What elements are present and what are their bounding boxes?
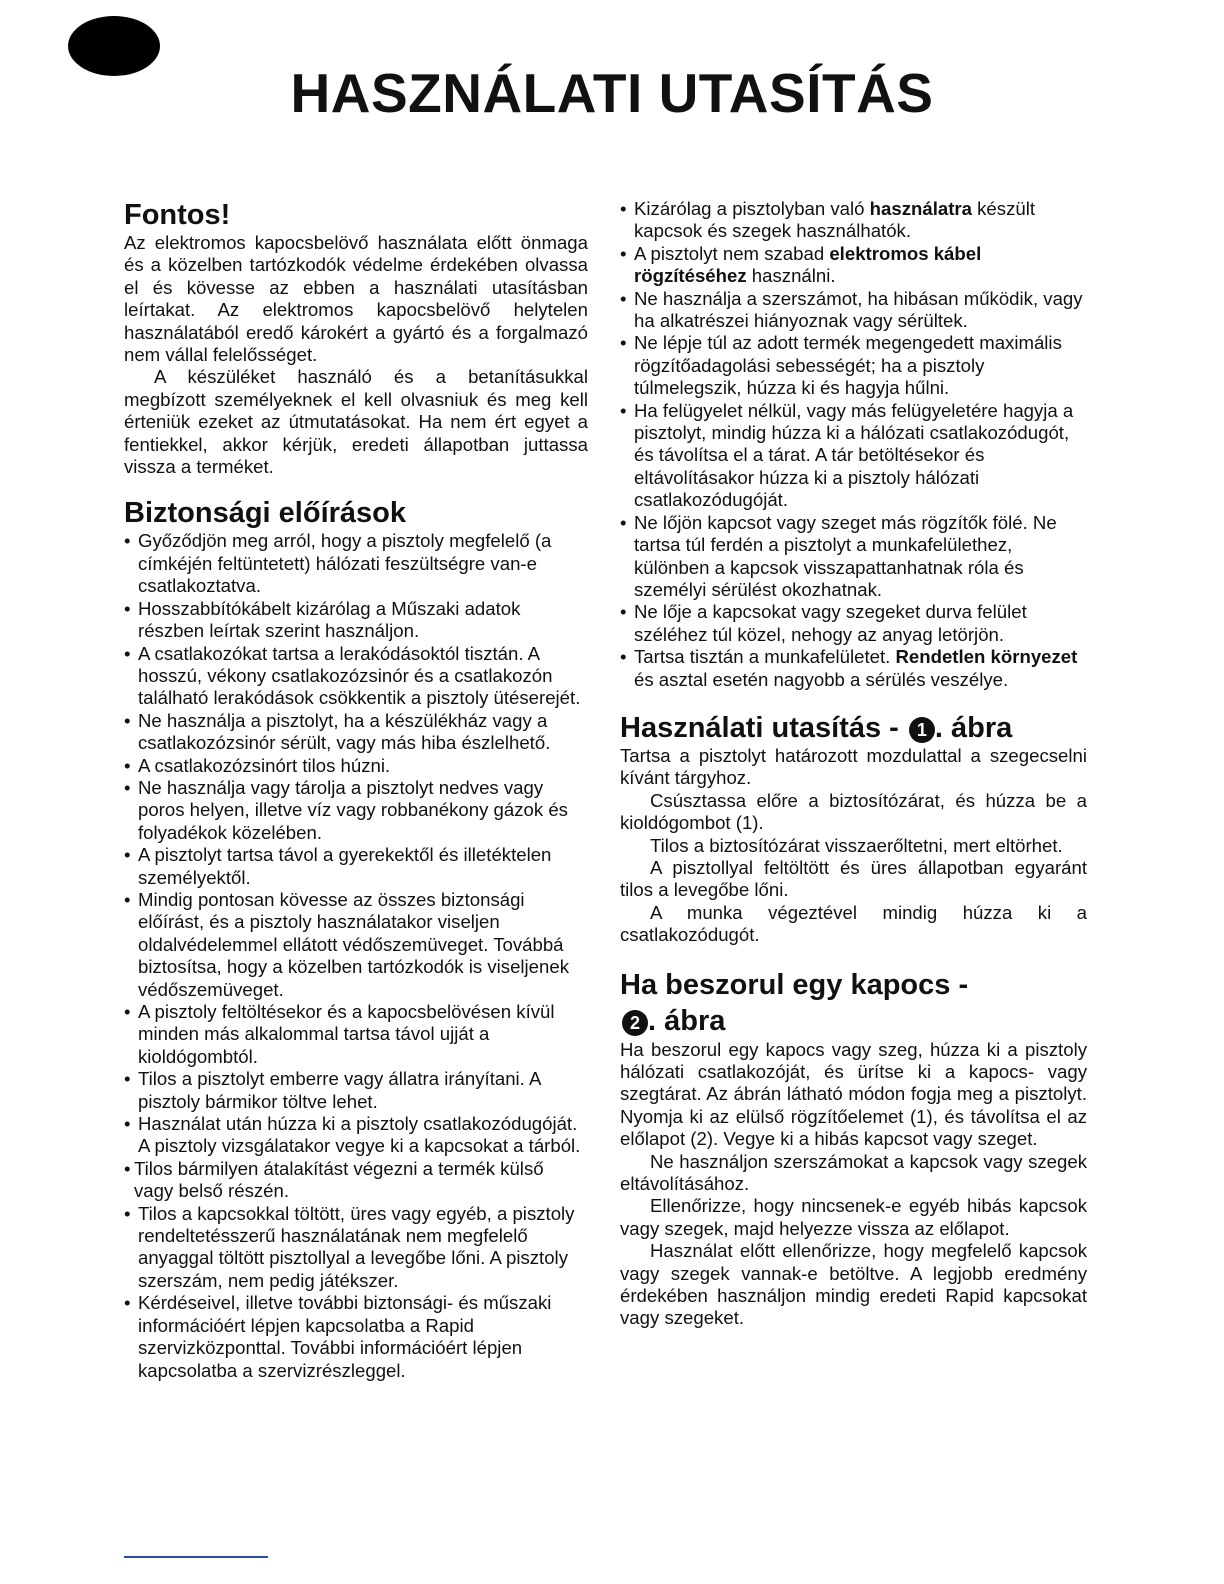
usage-heading: Használati utasítás - 1 . ábra [620,711,1013,744]
safety-item: • A csatlakozózsinórt tilos húzni. [124,755,588,777]
safety-item: • Kizárólag a pisztolyban való használatra készült kapcsok és szegek használhatók. [620,198,1087,243]
safety-item: • A pisztolyt nem szabad elektromos kábel rögzítéséhez használni. [620,243,1087,288]
usage-paragraph-2: Csúsztassa előre a biztosítózárat, és húzza be a kioldógombot (1). [620,789,1087,834]
fontos-paragraph-1: Az elektromos kapocsbelövő használata előtt önmaga és a közelben tartózkodók védelme érdekében olvassa el és kövesse az ebben a használati utasításban leírtakat. Az elektromos kapocsbelövő helytelen használatából eredő károkért a gyártó és a forgalmazó nem vállal felelősséget. [124,232,588,366]
safety-item: • Ne lépje túl az adott termék megengedett maximális rögzítőadagolási sebességét; ha a pisztoly túlmelegszik, húzza ki és hagyja hűlni. [620,332,1087,399]
safety-item: • Ha felügyelet nélkül, vagy más felügyeletére hagyja a pisztolyt, mindig húzza ki a hálózati csatlakozódugót, és távolítsa el a tárat. A tár betöltésekor és eltávolításakor húzza ki a pisztoly hálózati csatlakozódugóját. [620,400,1087,512]
figure-number-badge: 1 [909,717,935,743]
usage-paragraph-4: A pisztollyal feltöltött és üres állapotban egyaránt tilos a levegőbe lőni. [620,856,1087,901]
safety-item: • Ne használja a szerszámot, ha hibásan működik, vagy ha alkatrészei hiányoznak vagy sérültek. [620,288,1087,333]
safety-item: • A pisztolyt tartsa távol a gyerekektől és illetéktelen személyektől. [124,844,588,889]
safety-item: • Tartsa tisztán a munkafelületet. Rendetlen környezet és asztal esetén nagyobb a sérülés veszélye. [620,646,1087,691]
usage-paragraph-5: A munka végeztével mindig húzza ki a csatlakozódugót. [620,901,1087,946]
page-title: HASZNÁLATI UTASÍTÁS [290,62,934,124]
footer-rule [124,1556,268,1558]
safety-item: • A csatlakozókat tartsa a lerakódásoktól tisztán. A hosszú, vékony csatlakozózsinór és a csatlakozón található lerakódások csökkentik a pisztoly ütéserejét. [124,643,588,710]
jam-heading: Ha beszorul egy kapocs - 2 . ábra [620,968,969,1037]
jam-paragraph-2: Ne használjon szerszámokat a kapcsok vagy szegek eltávolításához. [620,1150,1087,1195]
safety-list-continued [620,198,1087,691]
safety-item: • A pisztoly feltöltésekor és a kapocsbelövésen kívül minden más alkalommal tartsa távol ujját a kioldógombtól. [124,1001,588,1068]
safety-item: • Ne használja a pisztolyt, ha a készülékház vagy a csatlakozózsinór sérült, vagy más hiba észlelhető. [124,710,588,755]
safety-item: • Mindig pontosan kövesse az összes biztonsági előírást, és a pisztoly használatakor viseljen oldalvédelemmel ellátott védőszemüveget. Továbbá biztosítsa, hogy a közelben tartózkodók is viseljenek védőszemüveget. [124,889,588,1001]
jam-paragraph-3: Ellenőrizze, hogy nincsenek-e egyéb hibás kapcsok vagy szegek, majd helyezze vissza az előlapot. [620,1195,1087,1239]
safety-item: • Ne lője a kapcsokat vagy szegeket durva felület széléhez túl közel, nehogy az anyag letörjön. [620,601,1087,646]
safety-item: • Tilos bármilyen átalakítást végezni a termék külső vagy belső részén. [124,1158,588,1203]
fontos-paragraph-2: A készüléket használó és a betanításukkal megbízott személyeknek el kell olvasniuk és meg kell érteniük ezeket az útmutatásokat. Ha nem ért egyet a fentiekkel, akkor kérjük, eredeti állapotban juttassa vissza a terméket. [124,366,588,478]
safety-item: • Kérdéseivel, illetve további biztonsági- és műszaki információért lépjen kapcsolatba a Rapid szervizközponttal. További információért lépjen kapcsolatba a szervizrészleggel. [124,1292,588,1382]
safety-item: • Győződjön meg arról, hogy a pisztoly megfelelő (a címkéjén feltüntetett) hálózati feszültségre van-e csatlakoztatva. [124,530,588,597]
safety-item: • Hosszabbítókábelt kizárólag a Műszaki adatok részben leírtak szerint használjon. [124,598,588,643]
safety-item: • Használat után húzza ki a pisztoly csatlakozódugóját. A pisztoly vizsgálatakor vegye ki a kapcsokat a tárból. [124,1113,588,1158]
safety-heading: Biztonsági előírások [124,497,407,530]
fontos-heading: Fontos! [124,199,231,231]
safety-item: • Ne lőjön kapcsot vagy szeget más rögzítők fölé. Ne tartsa túl ferdén a pisztolyt a munkafelülethez, különben a kapcsok visszapattanhatnak róla és személyi sérülést okozhatnak. [620,512,1087,602]
left-column [124,196,588,1382]
figure-number-badge: 2 [622,1010,648,1036]
usage-paragraph-3: Tilos a biztosítózárat visszaerőltetni, mert eltörhet. [650,834,1063,856]
safety-item: • Ne használja vagy tárolja a pisztolyt nedves vagy poros helyen, illetve víz vagy robbanékony gázok és folyadékok közelében. [124,777,588,844]
usage-paragraph-1: Tartsa a pisztolyt határozott mozdulattal a szegecselni kívánt tárgyhoz. [620,744,1087,789]
jam-paragraph-1: Ha beszorul egy kapocs vagy szeg, húzza ki a pisztoly hálózati csatlakozóját, és ürítse ki a kapocs- vagy szegtárat. Az ábrán látható módon fogja meg a pisztolyt. Nyomja ki az elülső rögzítőelemet (1), és távolítsa el az előlapot (2). Vegye ki a hibás kapcsot vagy szeget. [620,1038,1087,1150]
safety-list [124,530,588,1381]
safety-item: • Tilos a kapcsokkal töltött, üres vagy egyéb, a pisztoly rendeltetésszerű használatának nem megfelelő anyaggal töltött pisztollyal a levegőbe lőni. A pisztoly szerszám, nem pedig játékszer. [124,1203,588,1293]
jam-paragraph-4: Használat előtt ellenőrizze, hogy megfelelő kapcsok vagy szegek vannak-e betöltve. A legjobb eredmény érdekében használjon mindig eredeti Rapid kapcsokat vagy szegeket. [620,1240,1087,1329]
safety-item: • Tilos a pisztolyt emberre vagy állatra irányítani. A pisztoly bármikor töltve lehet. [124,1068,588,1113]
right-column [620,198,1087,1330]
